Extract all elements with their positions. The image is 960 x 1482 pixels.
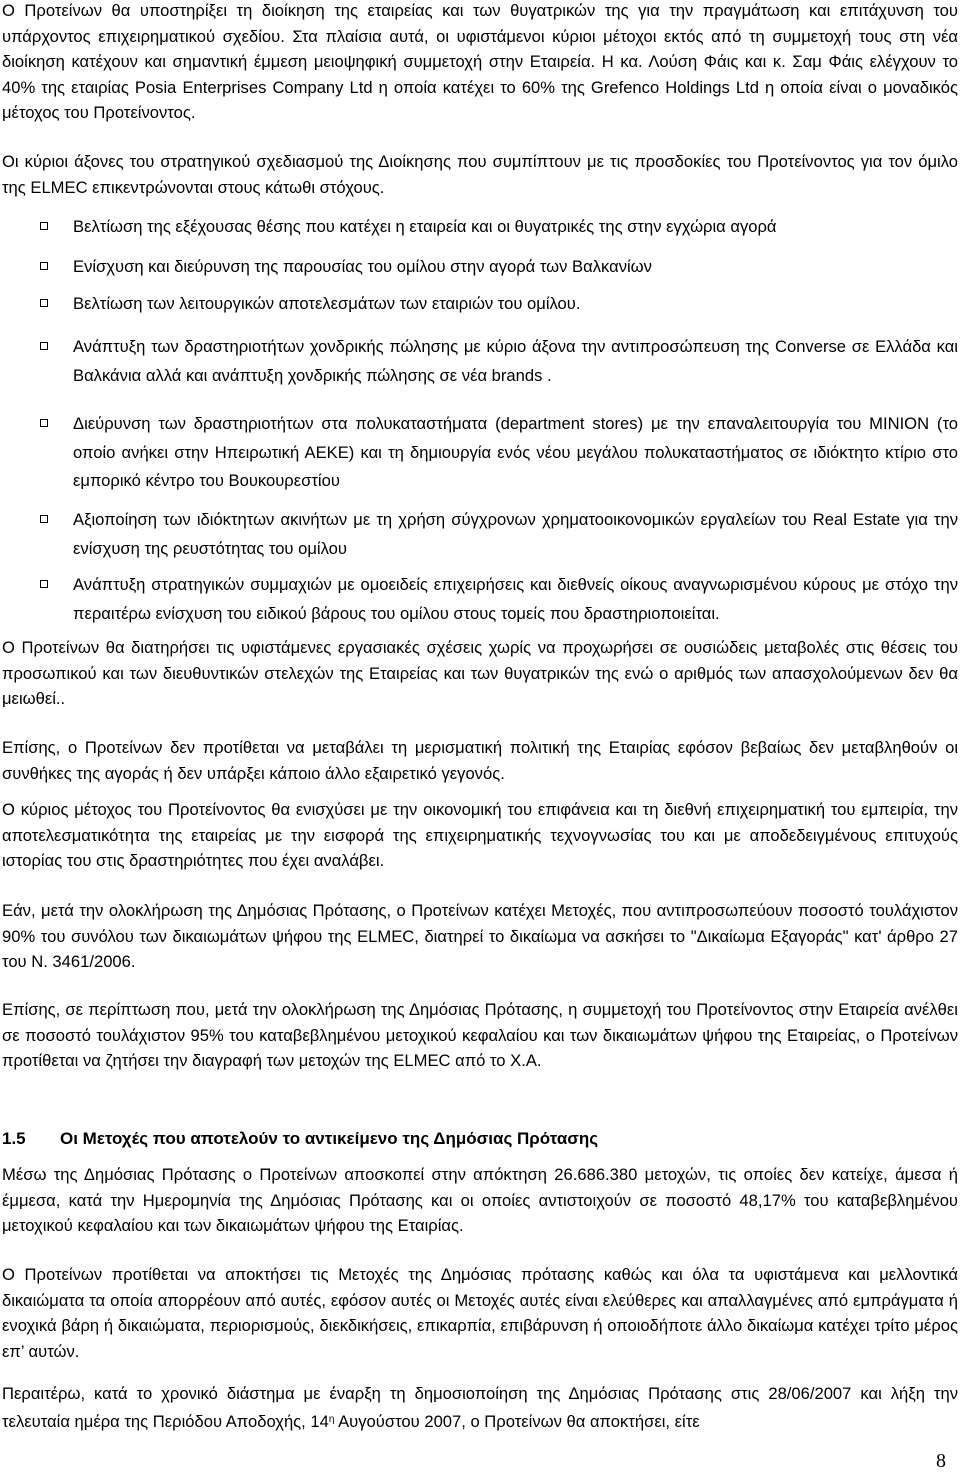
checkbox-bullet-icon	[40, 515, 48, 523]
paragraph-strategy-intro: Οι κύριοι άξονες του στρατηγικού σχεδιασμού της Διοίκησης που συμπίπτουν με τις προσδοκίες του Προτείνοντος για τον όμιλο της ELMEC επικεντρώνονται στους κάτωθι στόχους.	[2, 152, 958, 197]
checkbox-bullet-icon	[40, 580, 48, 588]
bullet-text: Βελτίωση των λειτουργικών αποτελεσμάτων των εταιριών του ομίλου.	[73, 294, 581, 313]
paragraph-proposer-support: Ο Προτείνων θα υποστηρίξει τη διοίκηση της εταιρείας και των θυγατρικών της για την πραγμάτωση και επιτάχυνση του υπάρχοντος επιχειρηματικού σχεδίου. Στα πλαίσια αυτά, οι υφιστάμενοι κύριοι μέτοχοι εκτός από τη συμμετοχή τους στη νέα διοίκηση κατέχουν και σημαντική έμμεση μειοψηφική συμμετοχή στην Εταιρεία. Η κα. Λούση Φάις και κ. Σαμ Φάις ελέγχουν το 40% της εταιρίας Posia Enterprises Company Ltd η οποία κατέχει το 60% της Grefenco Holdings Ltd η οποία είναι ο μοναδικός μέτοχος του Προτείνοντος.	[2, 1, 958, 122]
paragraph-employment: Ο Προτείνων θα διατηρήσει τις υφιστάμενες εργασιακές σχέσεις χωρίς να προχωρήσει σε ουσιώδεις μεταβολές στις θέσεις του προσωπικού και των διευθυντικών στελεχών της Εταιρείας και των θυγατρικών της ενώ ο αριθμός των απασχολούμενων δεν θα μειωθεί..	[2, 638, 958, 708]
checkbox-bullet-icon	[40, 222, 48, 230]
checkbox-bullet-icon	[40, 342, 48, 350]
bullet-text: Διεύρυνση των δραστηριοτήτων στα πολυκαταστήματα (department stores) με την επαναλειτουργία του MINION (το οποίο ανήκει στην Ηπειρωτική ΑΕΚΕ) και τη δημιουργία ενός νέου μεγάλου πολυκαταστήματος σε ιδιόκτητο κτίριο στο εμπορικό κέντρο του Βουκουρεστίου	[73, 414, 959, 490]
paragraph-share-rights: Ο Προτείνων προτίθεται να αποκτήσει τις Μετοχές της Δημόσιας πρότασης καθώς και όλα τα υφιστάμενα και μελλοντικά δικαιώματα τα οποία απορρέουν από αυτές, εφόσον αυτές οι Μετοχές αυτές είναι ελεύθερες και απαλλαγμένες από εμπράγματα ή ενοχικά βάρη ή δικαιώματα, περιορισμούς, διεκδικήσεις, επικαρπία, επιβάρυνση ή οποιοδήποτε άλλο δικαίωμα κατέχει τρίτο μέρος επ’ αυτών.	[2, 1265, 958, 1361]
bullet-text: Ανάπτυξη στρατηγικών συμμαχιών με ομοειδείς επιχειρήσεις και διεθνείς οίκους αναγνωρισμένου κύρους με στόχο την περαιτέρω ενίσχυση του ειδικού βάρους του ομίλου στους τομείς που δραστηριοποιείται.	[73, 575, 958, 623]
paragraph-dividend-policy: Επίσης, ο Προτείνων δεν προτίθεται να μεταβάλει τη μερισματική πολιτική της Εταιρίας εφόσον βεβαίως δεν μεταβληθούν οι συνθήκες της αγοράς ή δεν υπάρξει κάποιο άλλο εξαιρετικό γεγονός.	[2, 738, 958, 783]
bullet-text: Ενίσχυση και διεύρυνση της παρουσίας του ομίλου στην αγορά των Βαλκανίων	[73, 257, 652, 276]
bullet-text: Ανάπτυξη των δραστηριοτήτων χονδρικής πώλησης με κύριο άξονα την αντιπροσώπευση της Converse σε Ελλάδα και Βαλκάνια αλλά και ανάπτυξη χονδρικής πώλησης σε νέα brands .	[73, 337, 958, 385]
bullet-text: Αξιοποίηση των ιδιόκτητων ακινήτων με τη χρήση σύγχρονων χρηματοοικονομικών εργαλείων του Real Estate για την ενίσχυση της ρευστότητας του ομίλου	[73, 510, 958, 558]
paragraph-squeeze-out: Εάν, μετά την ολοκλήρωση της Δημόσιας Πρότασης, ο Προτείνων κατέχει Μετοχές, που αντιπροσωπεύουν ποσοστό τουλάχιστον 90% του συνόλου των δικαιωμάτων ψήφου της ELMEC, διατηρεί το δικαίωμα να ασκήσει το "Δικαίωμα Εξαγοράς" κατ' άρθρο 27 του Ν. 3461/2006.	[2, 901, 958, 971]
paragraph-shares-target: Μέσω της Δημόσιας Πρότασης ο Προτείνων αποσκοπεί στην απόκτηση 26.686.380 μετοχών, τις οποίες δεν κατείχε, άμεσα ή έμμεσα, κατά την Ημερομηνία της Δημόσιας Πρότασης και οι οποίες αντιστοιχούν σε ποσοστό 48,17% του καταβεβλημένου μετοχικού κεφαλαίου και των δικαιωμάτων ψήφου της Εταιρίας.	[2, 1165, 958, 1235]
bullet-text: Βελτίωση της εξέχουσας θέσης που κατέχει η εταιρεία και οι θυγατρικές της στην εγχώρια αγορά	[73, 217, 777, 236]
ordinal-superscript: η	[328, 1413, 335, 1425]
paragraph-main-shareholder: Ο κύριος μέτοχος του Προτείνοντος θα ενισχύσει με την οικονομική του επιφάνεια και τη διεθνή επιχειρηματική του εμπειρία, την αποτελεσματικότητα της εταιρείας με την εισφορά της επιχειρηματικής τεχνογνωσίας του και με αποδεδειγμένους επιτυχούς ιστορίας του στις δραστηριότητες που έχει αναλάβει.	[2, 800, 958, 870]
section-title: Οι Μετοχές που αποτελούν το αντικείμενο της Δημόσιας Πρότασης	[60, 1129, 599, 1148]
paragraph-delisting: Επίσης, σε περίπτωση που, μετά την ολοκλήρωση της Δημόσιας Πρότασης, η συμμετοχή του Προτείνοντος στην Εταιρεία ανέλθει σε ποσοστό τουλάχιστον 95% του καταβεβλημένου μετοχικού κεφαλαίου και των δικαιωμάτων ψήφου της Εταιρείας, ο Προτείνων προτίθεται να ζητήσει την διαγραφή των μετοχών της ELMEC από το Χ.Α.	[2, 1000, 958, 1070]
paragraph-text-end: Αυγούστου 2007, ο Προτείνων θα αποκτήσει, είτε	[334, 1411, 700, 1431]
checkbox-bullet-icon	[40, 419, 48, 427]
section-heading	[2, 1126, 958, 1152]
paragraph-text-start: Περαιτέρω, κατά το χρονικό διάστημα με έναρξη τη δημοσιοποίηση της Δημόσιας Πρότασης στις 28/06/2007 και λήξη την τελευταία ημέρα της Περιόδου Αποδοχής, 14	[2, 1384, 958, 1431]
page-number: 8	[936, 1450, 946, 1472]
paragraph-acceptance-period	[2, 1381, 958, 1434]
section-number: 1.5	[2, 1129, 26, 1148]
checkbox-bullet-icon	[40, 262, 48, 270]
checkbox-bullet-icon	[40, 299, 48, 307]
